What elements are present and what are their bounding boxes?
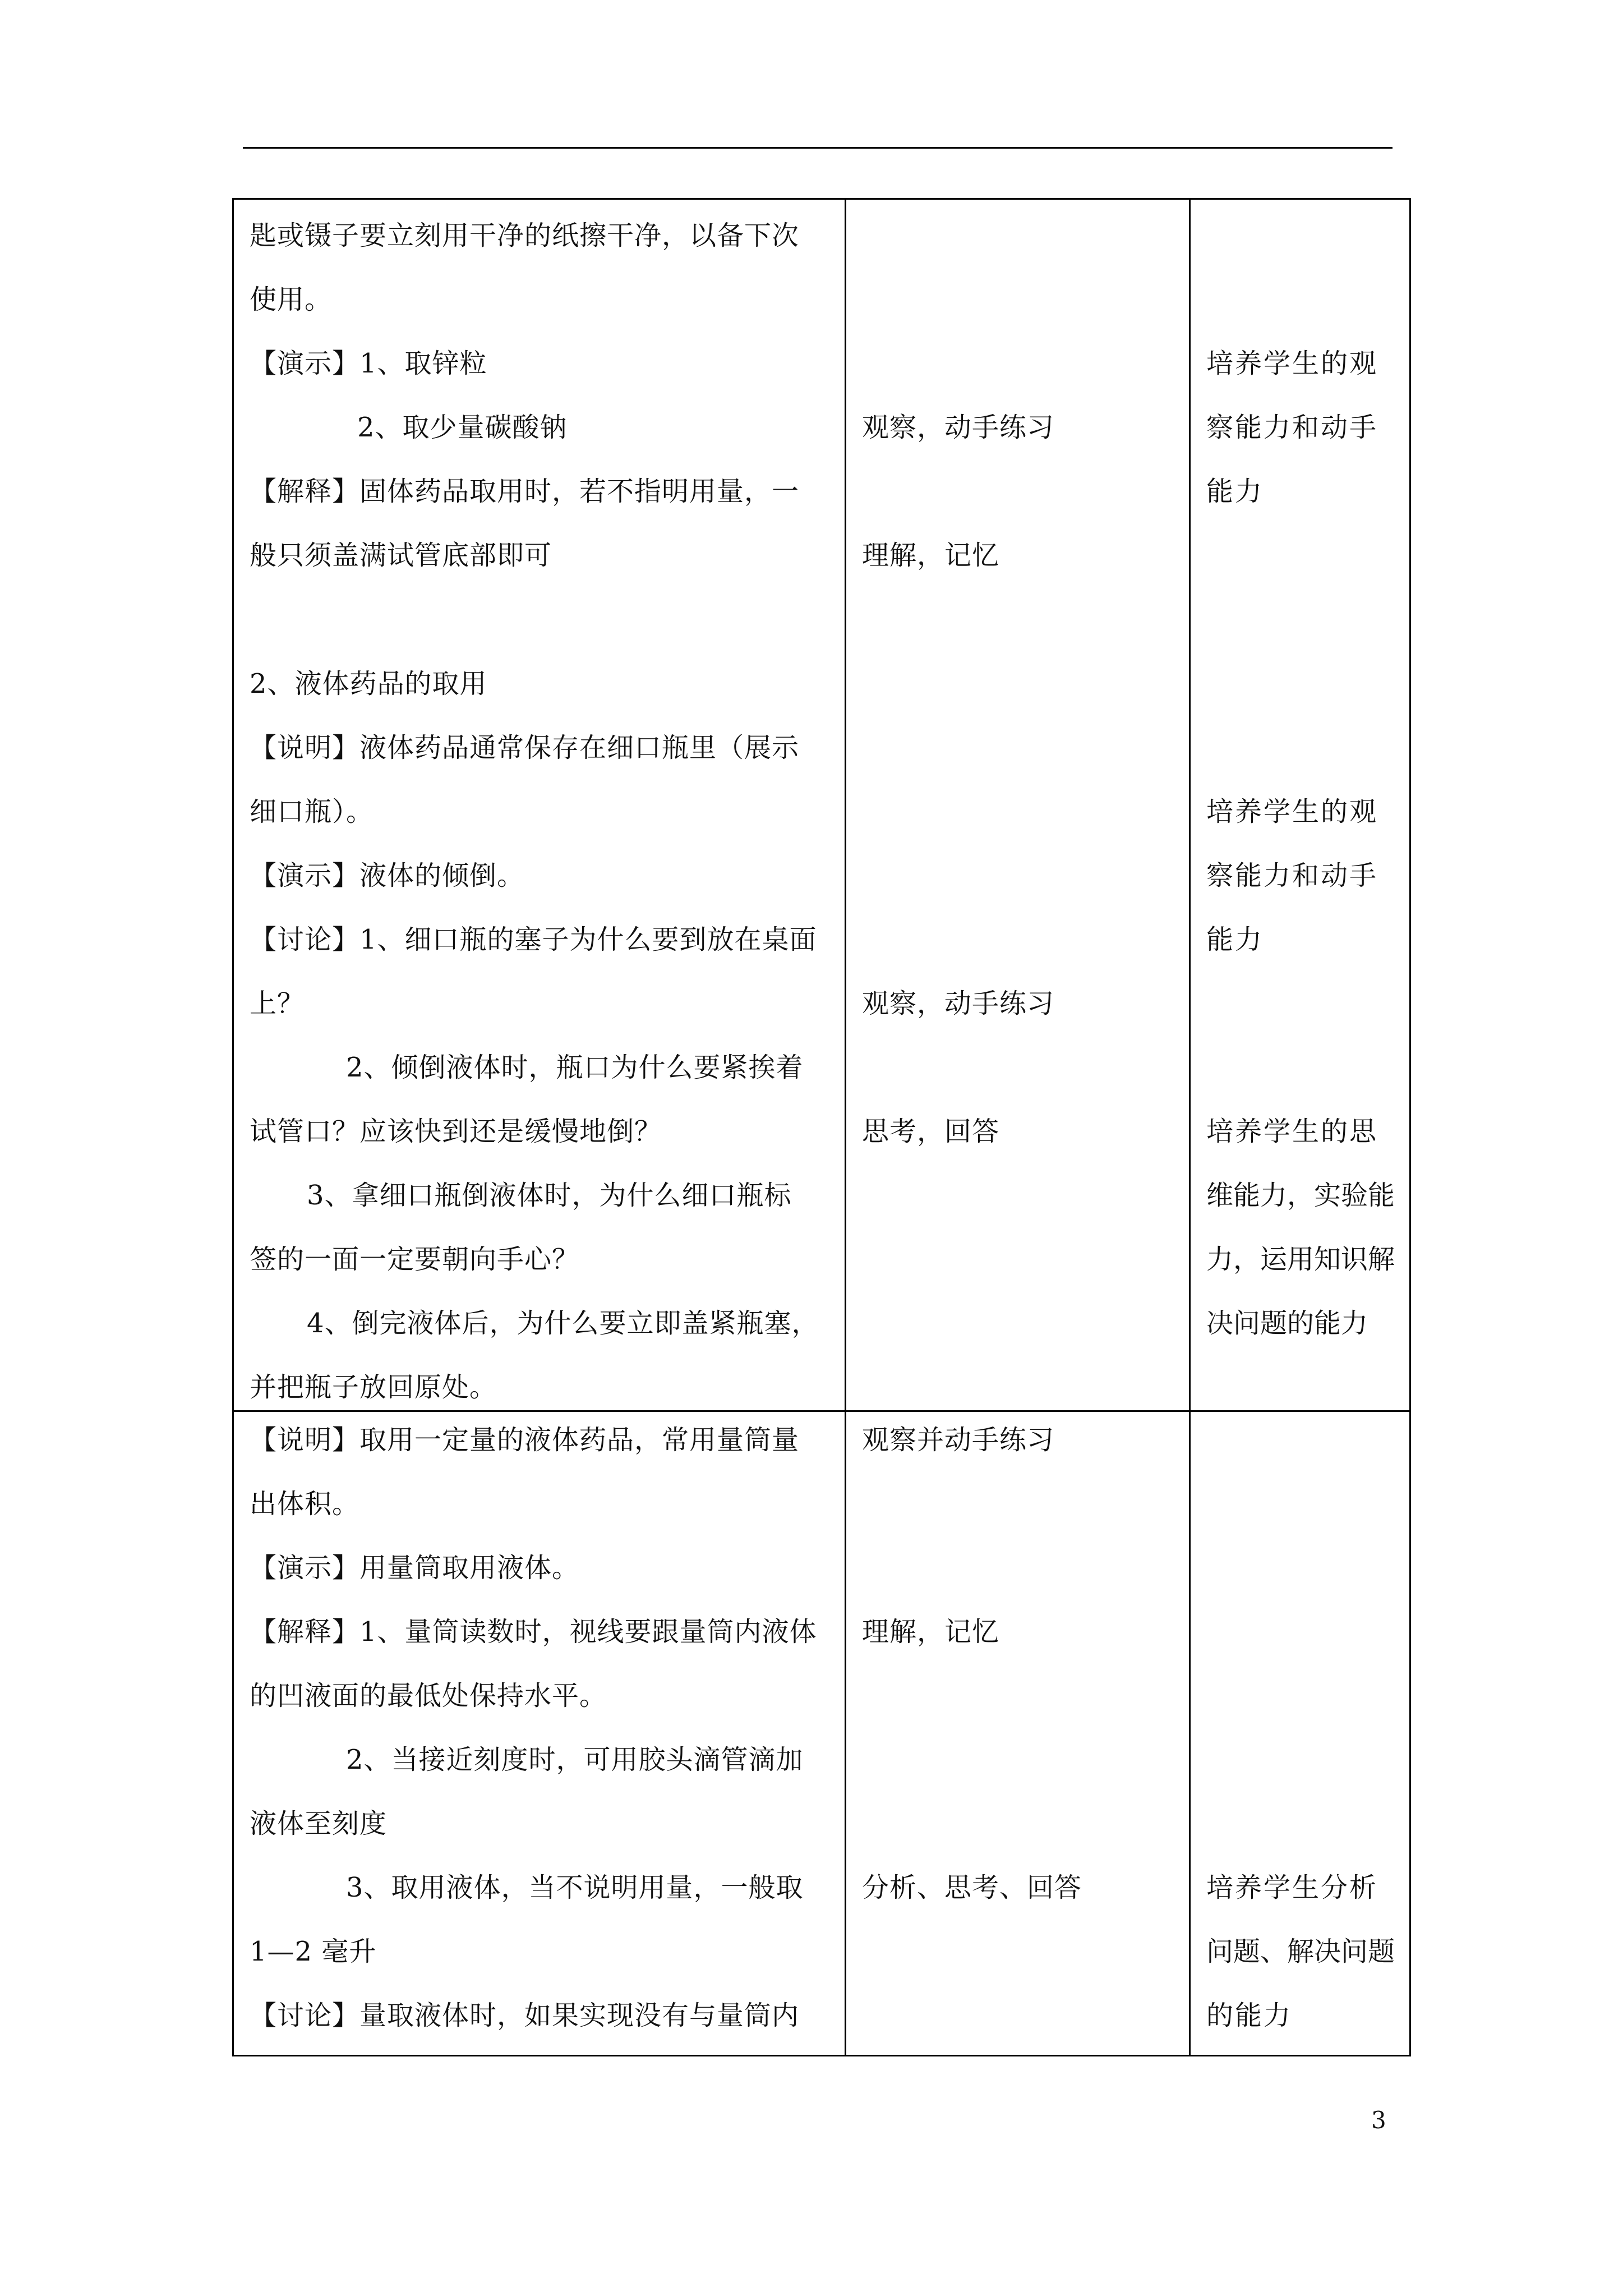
- text-line: 力，运用知识解: [1206, 1244, 1395, 1275]
- text-line: 培养学生的观: [1206, 348, 1378, 379]
- text-line: 观察，动手练习: [862, 412, 1055, 443]
- text-line: 【解释】固体药品取用时，若不指明用量，一: [250, 476, 800, 507]
- text-line: 问题、解决问题: [1206, 1936, 1395, 1967]
- design-intent-cell: [1190, 1411, 1410, 2056]
- text-line: 【讨论】1、细口瓶的塞子为什么要到放在桌面: [250, 924, 817, 955]
- text-line: 4、倒完液体后，为什么要立即盖紧瓶塞，: [307, 1308, 819, 1339]
- text-line: 并把瓶子放回原处。: [250, 1372, 497, 1403]
- table-row: [233, 1411, 1410, 2056]
- teacher-activity-cell: [233, 1411, 846, 2056]
- table-row: [233, 199, 1410, 1411]
- text-line: 【演示】液体的倾倒。: [250, 860, 525, 891]
- text-line: 决问题的能力: [1206, 1308, 1368, 1339]
- text-line: 分析、思考、回答: [862, 1872, 1082, 1903]
- header-rule: [243, 147, 1393, 149]
- text-line: 理解，记忆: [862, 1616, 1000, 1648]
- design-intent-cell: [1190, 199, 1410, 1411]
- text-line: 匙或镊子要立刻用干净的纸擦干净，以备下次: [250, 220, 800, 251]
- text-line: 出体积。: [250, 1488, 360, 1520]
- page-number: 3: [1371, 2106, 1386, 2134]
- text-line: 2、当接近刻度时，可用胶头滴管滴加: [346, 1744, 804, 1775]
- text-line: 的能力: [1206, 2000, 1293, 2031]
- text-line: 理解，记忆: [862, 540, 1000, 571]
- text-line: 般只须盖满试管底部即可: [250, 540, 552, 571]
- text-line: 【讨论】量取液体时，如果实现没有与量筒内: [250, 2000, 800, 2031]
- text-line: 液体至刻度: [250, 1808, 388, 1839]
- text-line: 的凹液面的最低处保持水平。: [250, 1680, 607, 1711]
- text-line: 细口瓶）。: [250, 796, 374, 827]
- text-line: 培养学生的思: [1206, 1116, 1378, 1147]
- text-line: 试管口？应该快到还是缓慢地倒？: [250, 1116, 662, 1147]
- text-line: 维能力，实验能: [1206, 1180, 1395, 1211]
- text-line: 3、拿细口瓶倒液体时，为什么细口瓶标: [307, 1180, 792, 1211]
- text-line: 【演示】1、取锌粒: [250, 348, 487, 379]
- text-line: 使用。: [250, 284, 333, 315]
- text-line: 思考，回答: [862, 1116, 1000, 1147]
- text-line: 察能力和动手: [1206, 860, 1378, 891]
- text-line: 【说明】液体药品通常保存在细口瓶里（展示: [250, 732, 800, 763]
- text-line: 【说明】取用一定量的液体药品，常用量筒量: [250, 1424, 800, 1456]
- text-line: 观察并动手练习: [862, 1424, 1055, 1456]
- text-line: 3、取用液体，当不说明用量，一般取: [346, 1872, 804, 1903]
- text-line: 【解释】1、量筒读数时，视线要跟量筒内液体: [250, 1616, 817, 1648]
- text-line: 签的一面一定要朝向手心？: [250, 1244, 580, 1275]
- text-line: 2、倾倒液体时，瓶口为什么要紧挨着: [346, 1052, 804, 1083]
- text-line: 能力: [1206, 476, 1264, 507]
- text-line: 上？: [250, 988, 305, 1019]
- text-line: 观察，动手练习: [862, 988, 1055, 1019]
- lesson-table: [232, 198, 1411, 2056]
- text-line: 培养学生分析: [1206, 1872, 1378, 1903]
- text-line: 能力: [1206, 924, 1264, 955]
- text-line: 【演示】用量筒取用液体。: [250, 1552, 580, 1584]
- text-line: 察能力和动手: [1206, 412, 1378, 443]
- teacher-activity-cell: [233, 199, 846, 1411]
- text-line: 培养学生的观: [1206, 796, 1378, 827]
- student-activity-cell: [846, 1411, 1190, 2056]
- text-line: 2、取少量碳酸钠: [357, 412, 568, 443]
- text-line: 1—2 毫升: [250, 1936, 377, 1967]
- student-activity-cell: [846, 199, 1190, 1411]
- text-line: 2、液体药品的取用: [250, 668, 487, 700]
